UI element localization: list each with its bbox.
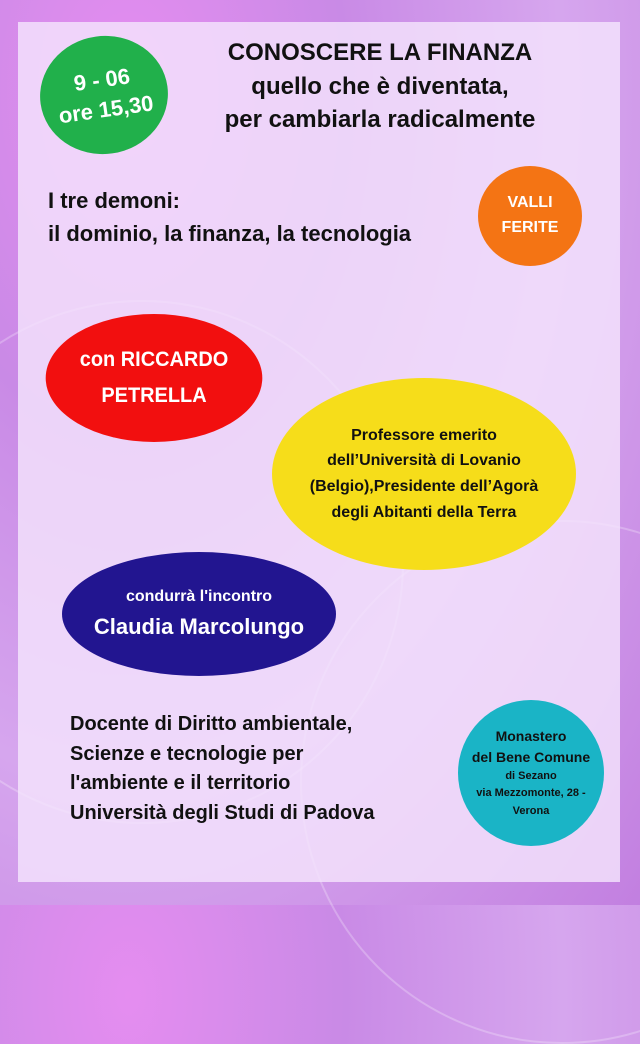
moderator-badge xyxy=(62,552,336,676)
poster-subtitle: I tre demoni: il dominio, la finanza, la tecnologia xyxy=(48,188,412,246)
speaker-badge: con RICCARDO PETRELLA xyxy=(46,314,263,442)
venue-badge: Monastero del Bene Comune di Sezano via Mezzomonte, 28 - Verona xyxy=(458,700,604,846)
poster-title: CONOSCERE LA FINANZA quello che è diventata, per cambiarla radicalmente xyxy=(224,39,536,134)
valli-ferite-badge: VALLI FERITE xyxy=(478,166,582,266)
time-text: ore 15,30 xyxy=(57,90,155,129)
moderator-bio: Docente di Diritto ambientale, Scienze e tecnologie per l'ambiente e il territorio Università degli Studi di Padova xyxy=(70,713,375,824)
speaker-bio: Professore emerito dell’Università di Lovanio (Belgio),Presidente dell’Agorà degli Abitanti della Terra xyxy=(272,378,576,570)
moderator-name: Claudia Marcolungo xyxy=(93,614,305,639)
date-text: 9 - 06 xyxy=(72,63,132,97)
moderator-intro: condurrà l'incontro xyxy=(125,588,273,605)
